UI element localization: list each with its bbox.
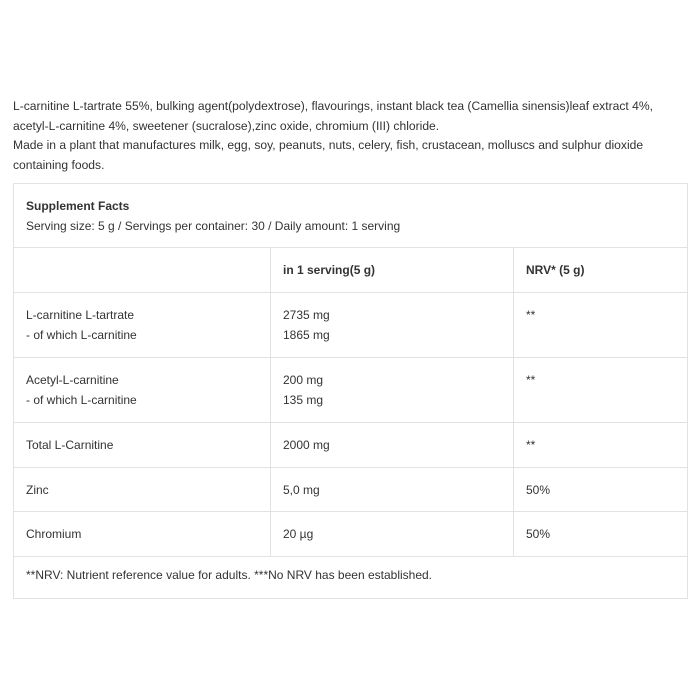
column-header-serving: in 1 serving(5 g) — [271, 248, 514, 292]
sub-amount: 1865 mg — [283, 328, 330, 342]
nutrient-name-cell — [14, 358, 271, 422]
nutrient-name-cell — [14, 468, 271, 511]
nrv-value: 50% — [526, 527, 551, 541]
nrv-cell — [514, 358, 689, 422]
allergen-line: Made in a plant that manufactures milk, egg, soy, peanuts, nuts, celery, fish, crustacean, molluscs and sulphur dioxide — [13, 138, 644, 152]
facts-header — [14, 184, 687, 248]
amount-cell — [271, 423, 514, 467]
nutrient-name-cell — [14, 512, 271, 556]
table-header-row — [14, 248, 687, 293]
supplement-facts-table — [13, 183, 688, 599]
amount: 200 mg — [283, 373, 324, 387]
table-row — [14, 358, 687, 423]
nrv-cell — [514, 512, 689, 556]
facts-title: Supplement Facts — [26, 199, 130, 213]
ingredients-line: acetyl-L-carnitine 4%, sweetener (sucralose),zinc oxide, chromium (III) chloride. — [13, 118, 440, 133]
nrv-cell — [514, 423, 689, 467]
ingredients-text — [13, 97, 689, 175]
ingredients-line: L-carnitine L-tartrate 55%, bulking agent(polydextrose), flavourings, instant black tea (Camellia sinensis)leaf extract 4%, — [13, 99, 653, 113]
nutrient-name: Acetyl-L-carnitine — [26, 373, 119, 387]
amount: 20 µg — [283, 527, 314, 541]
nutrient-name: Total L-Carnitine — [26, 438, 114, 452]
nrv-cell — [514, 293, 689, 357]
nrv-value: 50% — [526, 483, 551, 497]
amount: 2000 mg — [283, 438, 330, 452]
nrv-value: ** — [526, 308, 536, 322]
nutrient-name-cell — [14, 423, 271, 467]
nutrient-name: L-carnitine L-tartrate — [26, 308, 135, 322]
table-row — [14, 512, 687, 557]
amount-cell — [271, 468, 514, 511]
table-row — [14, 468, 687, 512]
amount-cell — [271, 512, 514, 556]
nrv-cell — [514, 468, 689, 511]
nutrient-name-cell — [14, 293, 271, 357]
amount: 5,0 mg — [283, 483, 320, 497]
amount: 2735 mg — [283, 308, 330, 322]
nutrient-name: Chromium — [26, 527, 82, 541]
nrv-value: ** — [526, 373, 536, 387]
table-row — [14, 423, 687, 468]
nutrient-sub-name: - of which L-carnitine — [26, 393, 137, 407]
allergen-line: containing foods. — [13, 157, 105, 172]
sub-amount: 135 mg — [283, 393, 324, 407]
table-row — [14, 293, 687, 358]
nutrient-sub-name: - of which L-carnitine — [26, 328, 137, 342]
nrv-value: ** — [526, 438, 536, 452]
column-header-nrv: NRV* (5 g) — [526, 263, 585, 277]
amount-cell — [271, 358, 514, 422]
nrv-footnote: **NRV: Nutrient reference value for adults. ***No NRV has been established. — [26, 568, 433, 582]
serving-info: Serving size: 5 g / Servings per container: 30 / Daily amount: 1 serving — [26, 219, 401, 233]
column-header-name — [14, 248, 271, 292]
nutrient-name: Zinc — [26, 483, 49, 497]
amount-cell — [271, 293, 514, 357]
